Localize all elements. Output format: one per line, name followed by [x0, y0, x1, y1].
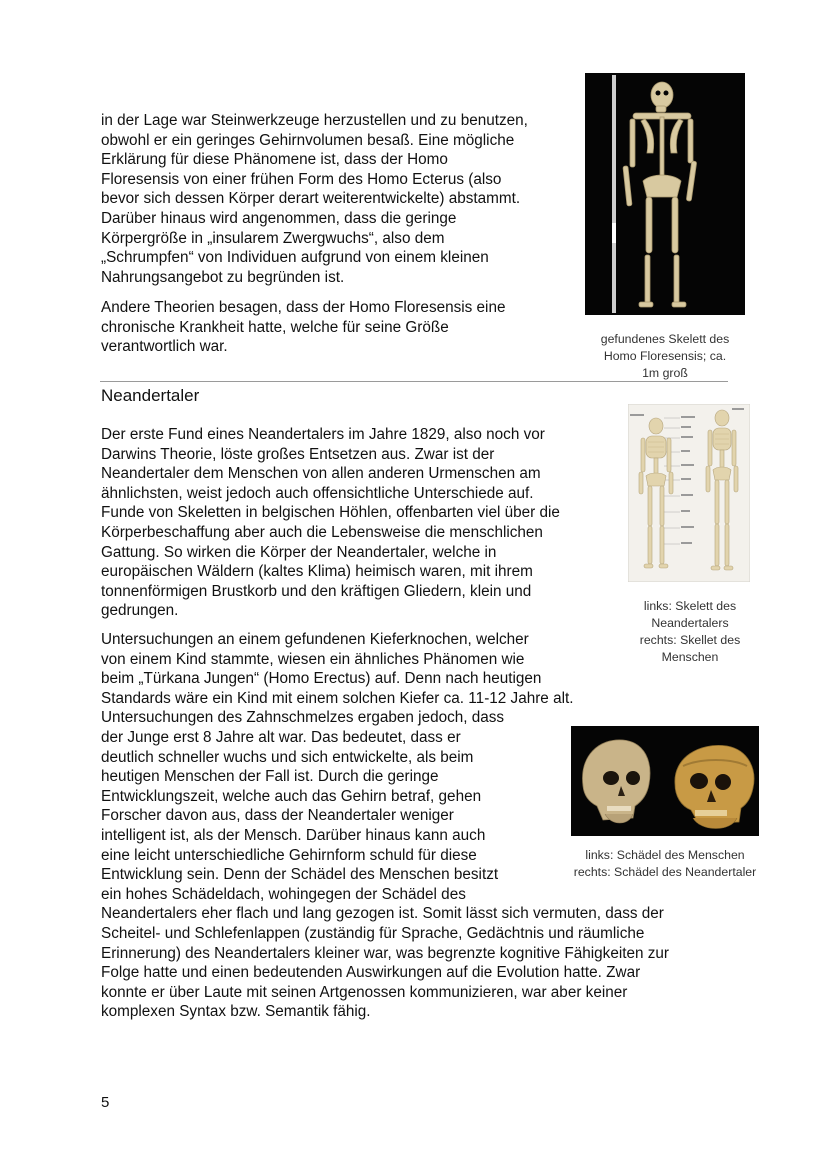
caption-floresiensis: gefundenes Skelett des Homo Floresensis; ca. 1m groß	[600, 332, 730, 380]
skull-comparison-photo	[571, 726, 759, 836]
caption-skeletons: links: Skelett des Neandertalers rechts: Skellet des Menschen	[639, 599, 741, 664]
section-divider	[100, 381, 728, 382]
paragraph-neandertaler-1: Der erste Fund eines Neandertalers im Jahre 1829, also noch vor Darwins Theorie, löste großes Entsetzen aus. Zwar ist der Neandertaler dem Menschen von allen anderen Urmenschen am ähnlichsten, weist jedoch auch offensichtliche Unterschiede auf. Funde von Skeletten in belgischen Höhlen, offenbarten viel über die Körperbeschaffung aber auch die Lebensweise die menschlichen Gattung. So wirken die Körper der Neandertaler, welche in europäischen Wäldern (kaltes Klima) heimisch waren, mit ihrem tonnenförmigen Brustkorb und den kräftigen Gliedern, klein und gedrungen.	[101, 426, 560, 620]
skeleton-comparison-illustration	[628, 404, 750, 582]
paragraph-neandertaler-2: Untersuchungen an einem gefundenen Kieferknochen, welcher von einem Kind stammte, wiesen ein ähnliches Phänomen wie beim „Türkana Jungen“ (Homo Erectus) auf. Denn nach heutigen Standards wäre ein Kind mit einem solchen Kiefer ca. 11-12 Jahre alt. Untersuchungen des Zahnschmelzes ergaben jedoch, dass der Junge erst 8 Jahre alt war. Das bedeutet, dass er deutlich schneller wuchs und sich entwickelte, als beim heutigen Menschen der Fall ist. Durch die geringe Entwicklungszeit, welche auch das Gehirn betraf, gehen Forscher davon aus, dass der Neandertaler weniger intelligent ist, als der Mensch. Darüber hinaus kann auch eine leicht unterschiedliche Gehirnform schuld für diese Entwicklung sein. Denn der Schädel des Menschen besitzt ein hohes Schädeldach, wohingegen der Schädel des Neandertalers eher flach und lang gezogen ist. Somit lässt sich vermuten, dass der Scheitel- und Schlefenlappen (zuständig für Sprache, Gedächtnis und räumliche Erinnerung) des Neandertalers kleiner war, was begrenzte kognitive Fähigkeiten zur Folge hatte und einen bedeutenden Auswirkungen auf die Evolution hatte. Zwar konnte er über Laute mit seinen Artgenossen kommunizieren, war aber keiner komplexen Syntax bzw. Semantik fähig.	[101, 631, 669, 1021]
caption-skulls: links: Schädel des Menschen rechts: Schädel des Neandertaler	[573, 848, 757, 879]
paragraph-floresiensis-2: Andere Theorien besagen, dass der Homo Floresensis eine chronische Krankheit hatte, welche für seine Größe verantwortlich war.	[101, 299, 506, 356]
paragraph-floresiensis-1: in der Lage war Steinwerkzeuge herzustellen und zu benutzen, obwohl er ein geringes Gehirnvolumen besaß. Eine mögliche Erklärung für diese Phänomene ist, dass der Homo Floresensis von einer frühen Form des Homo Ecterus (also bevor sich dessen Körper derart weiterentwickelte) abstammt. Darüber hinaus wird angenommen, dass die geringe Körpergröße in „insularem Zwergwuchs“, also dem „Schrumpfen“ von Individuen aufgrund von einem kleinen Nahrungsangebot zu begründen ist.	[101, 112, 528, 286]
page-number: 5	[101, 1094, 110, 1111]
floresiensis-skeleton-photo	[585, 73, 745, 315]
section-heading-neandertaler: Neandertaler	[101, 386, 200, 405]
